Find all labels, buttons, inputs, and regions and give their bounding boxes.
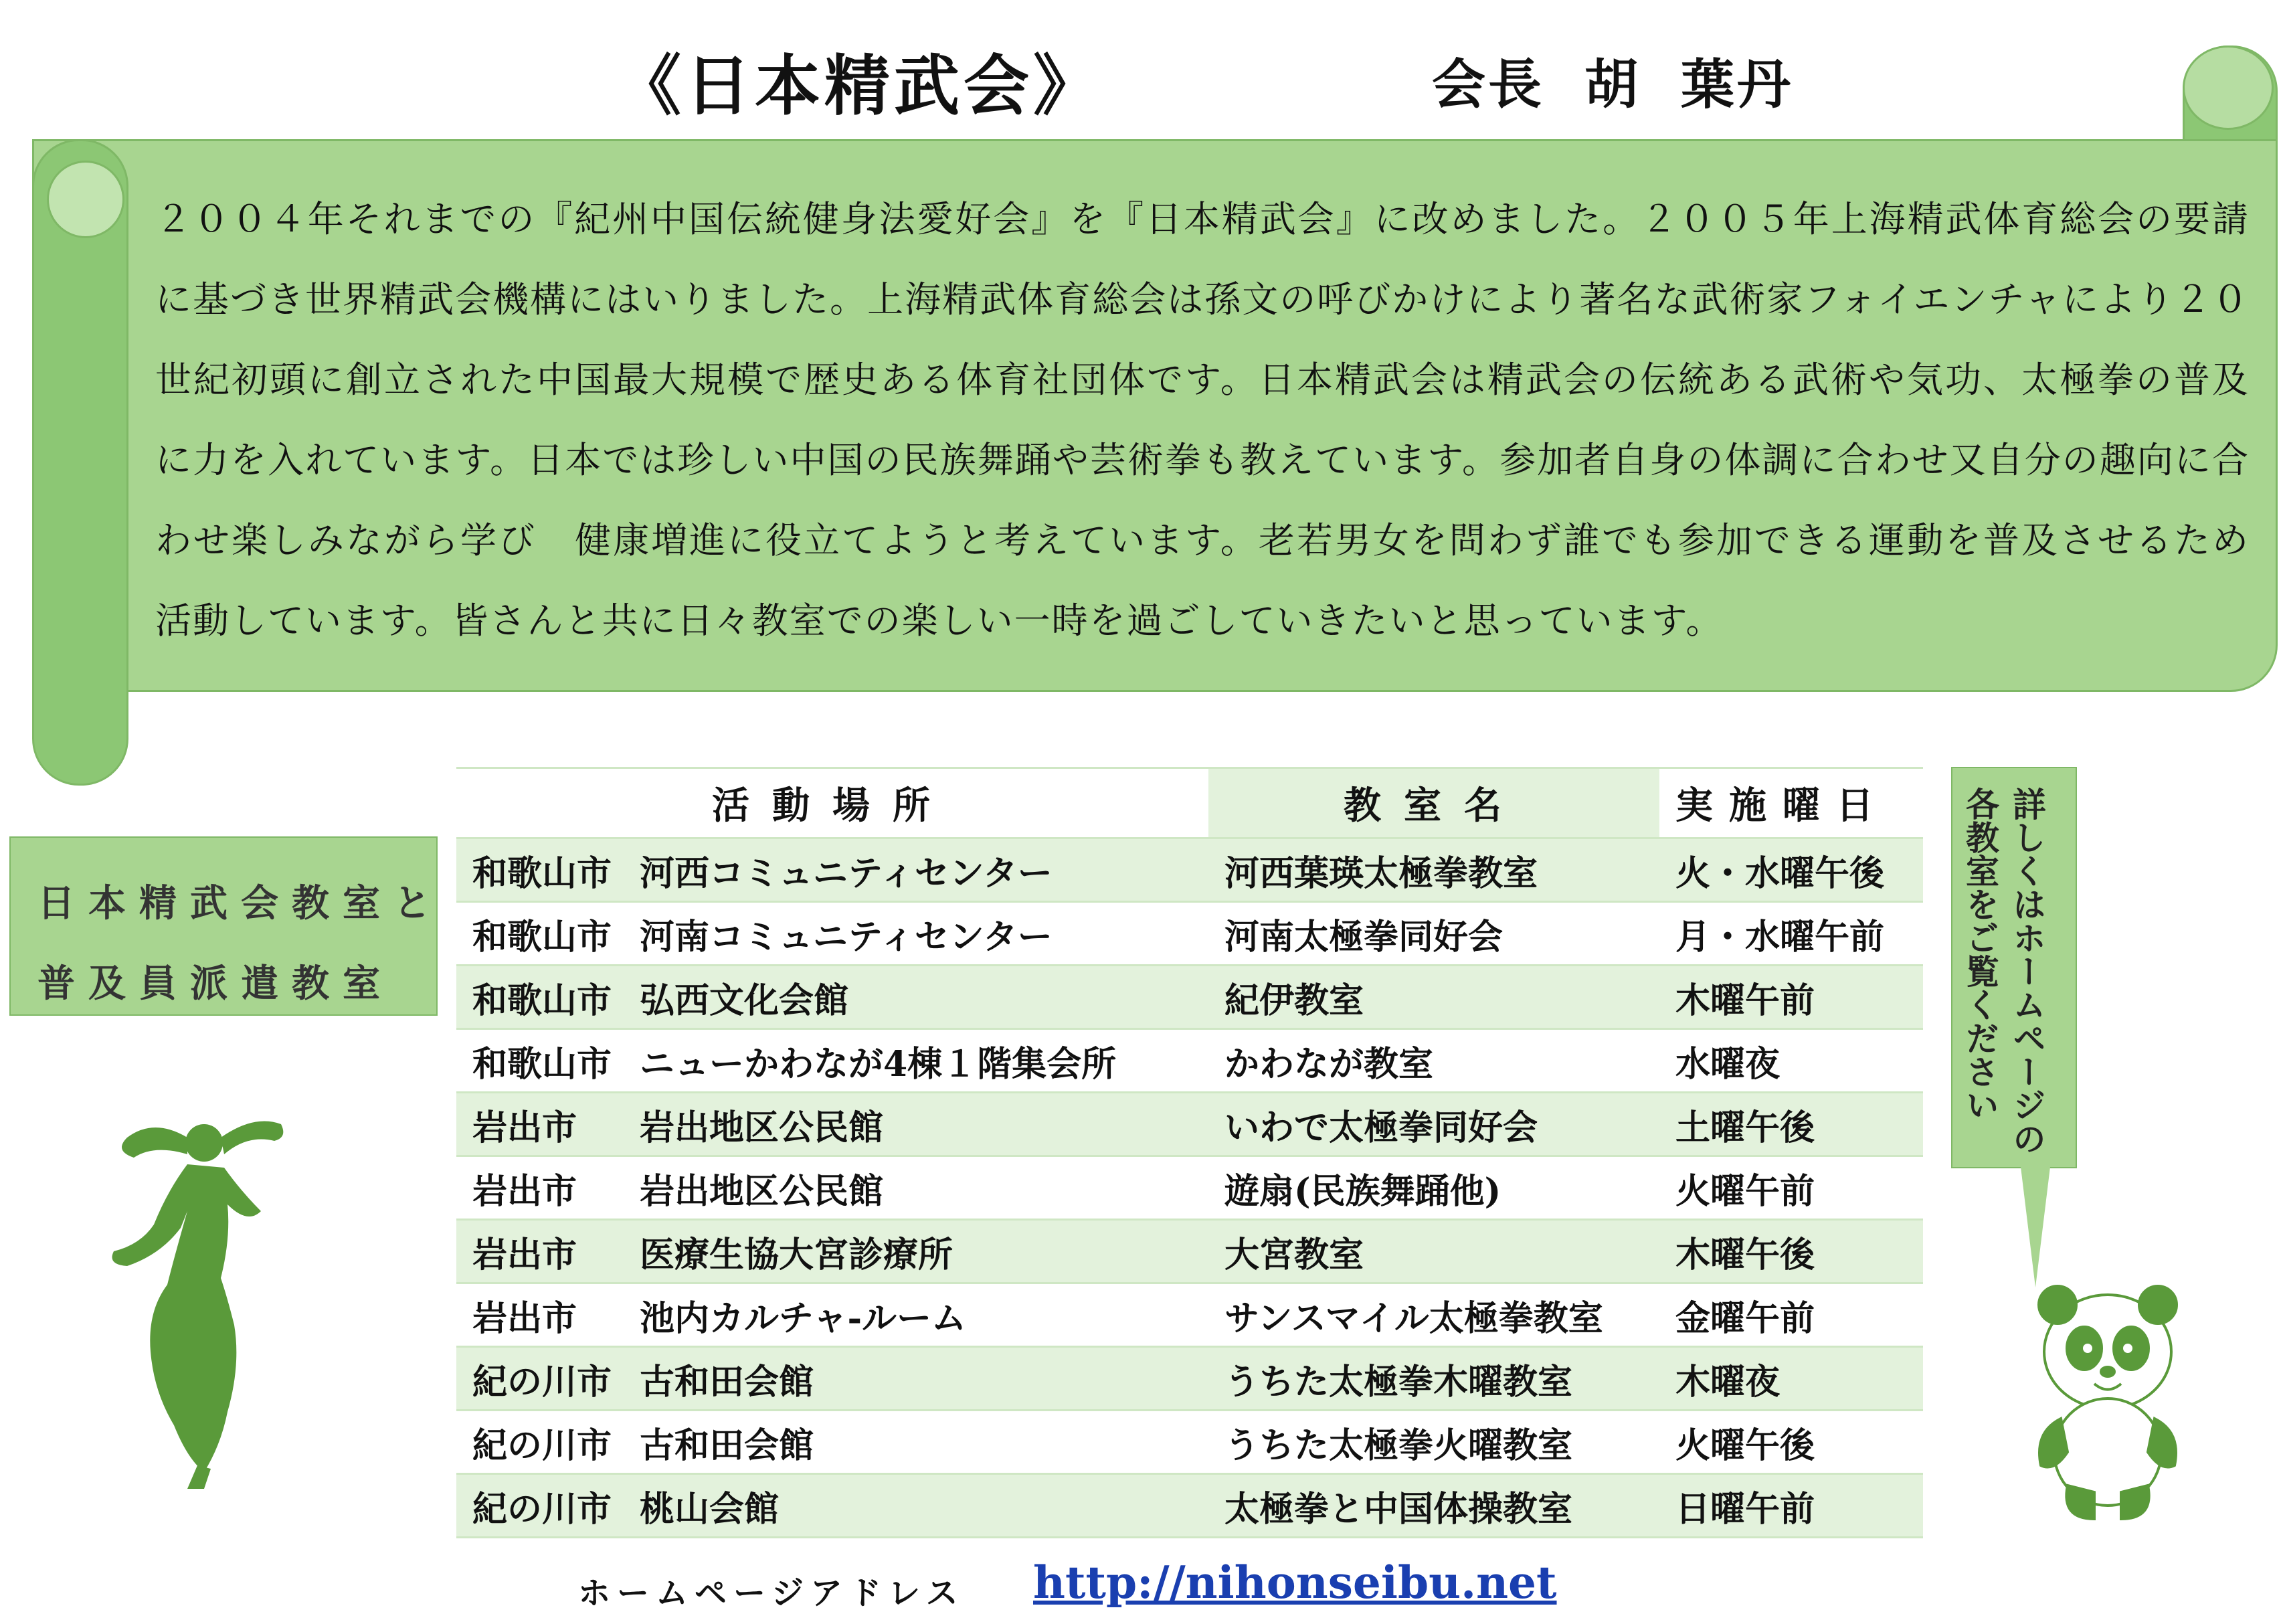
president-surname: 胡	[1584, 53, 1641, 116]
city: 和歌山市	[472, 852, 612, 894]
city: 紀の川市	[472, 1488, 612, 1530]
city: 岩出市	[472, 1297, 577, 1339]
class-cell: サンスマイル太極拳教室	[1208, 1283, 1659, 1347]
class-cell: うちた太極拳木曜教室	[1208, 1347, 1659, 1411]
table-row	[456, 966, 1923, 1029]
place-cell	[456, 1347, 1208, 1411]
table-row	[456, 1411, 1923, 1474]
class-cell: いわで太極拳同好会	[1208, 1093, 1659, 1156]
city: 和歌山市	[472, 980, 612, 1021]
header-place: 活動場所	[456, 768, 1208, 838]
page-title: 《日本精武会》	[616, 48, 1103, 124]
table-row	[456, 1220, 1923, 1283]
class-cell: うちた太極拳火曜教室	[1208, 1411, 1659, 1474]
president-given-name: 葉丹	[1681, 53, 1793, 116]
day-cell: 日曜午前	[1659, 1474, 1923, 1538]
homepage-link[interactable]: http://nihonseibu.net	[1033, 1556, 1557, 1609]
day-cell: 火曜午後	[1659, 1411, 1923, 1474]
venue: 岩出地区公民館	[640, 1107, 884, 1148]
table-row	[456, 1156, 1923, 1220]
header-class: 教室名	[1208, 768, 1659, 838]
table-row	[456, 1474, 1923, 1538]
table-row	[456, 1093, 1923, 1156]
city: 紀の川市	[472, 1425, 612, 1466]
place-cell	[456, 902, 1208, 966]
day-cell: 火曜午前	[1659, 1156, 1923, 1220]
place-cell	[456, 1029, 1208, 1093]
venue: 池内カルチャ-ルーム	[640, 1297, 967, 1339]
panda-mascot-icon	[1994, 1271, 2215, 1526]
day-cell: 金曜午前	[1659, 1283, 1923, 1347]
class-cell: 河西葉瑛太極拳教室	[1208, 838, 1659, 902]
day-cell: 木曜午前	[1659, 966, 1923, 1029]
schedule-table	[456, 767, 1923, 1538]
class-cell: 河南太極拳同好会	[1208, 902, 1659, 966]
class-cell: 紀伊教室	[1208, 966, 1659, 1029]
class-cell: かわなが教室	[1208, 1029, 1659, 1093]
dancer-silhouette-icon	[87, 1111, 314, 1492]
venue: 河西コミュニティセンター	[640, 852, 1053, 894]
place-cell	[456, 1411, 1208, 1474]
day-cell: 月・水曜午前	[1659, 902, 1923, 966]
class-cell: 遊扇(民族舞踊他)	[1208, 1156, 1659, 1220]
venue: 岩出地区公民館	[640, 1170, 884, 1212]
place-cell	[456, 966, 1208, 1029]
day-cell: 火・水曜午後	[1659, 838, 1923, 902]
place-cell	[456, 838, 1208, 902]
venue: 河南コミュニティセンター	[640, 916, 1053, 958]
header-day: 実施曜日	[1659, 768, 1923, 838]
venue: 古和田会館	[640, 1425, 814, 1466]
city: 岩出市	[472, 1107, 577, 1148]
table-row	[456, 1029, 1923, 1093]
homepage-label: ホームページアドレス	[578, 1574, 965, 1612]
table-row	[456, 902, 1923, 966]
venue: 医療生協大宮診療所	[640, 1234, 953, 1275]
place-cell	[456, 1220, 1208, 1283]
callout-tail	[2021, 1167, 2050, 1287]
class-cell: 大宮教室	[1208, 1220, 1659, 1283]
president-name	[1432, 41, 1833, 118]
place-cell	[456, 1474, 1208, 1538]
venue: 桃山会館	[640, 1488, 780, 1530]
day-cell: 木曜午後	[1659, 1220, 1923, 1283]
table-row	[456, 1283, 1923, 1347]
classes-label-line2: 普及員派遣教室	[37, 962, 393, 1006]
day-cell: 土曜午後	[1659, 1093, 1923, 1156]
scroll-left-curl	[47, 161, 124, 238]
classes-label-line1: 日本精武会教室と	[37, 881, 444, 925]
table-header-row	[456, 768, 1923, 838]
venue: 弘西文化会館	[640, 980, 849, 1021]
venue: ニューかわなが4棟１階集会所	[640, 1043, 1117, 1085]
intro-paragraph: ２００４年それまでの『紀州中国伝統健身法愛好会』を『日本精武会』に改めました。２００５年上海精武体育総会の要請に基づき世界精武会機構にはいりました。上海精武体育総会は孫文の呼びかけにより著名な武術家フォイエンチャにより２０世紀初頭に創立された中国最大規模で歴史ある体育社団体です。日本精武会は精武会の伝統ある武術や気功、太極拳の普及に力を入れています。日本では珍しい中国の民族舞踊や芸術拳も教えています。参加者自身の体調に合わせ又自分の趣向に合わせ楽しみながら学び 健康増進に役立てようと考えています。老若男女を問わず誰でも参加できる運動を普及させるため活動しています。皆さんと共に日々教室での楽しい一時を過ごしていきたいと思っています。	[155, 198, 2250, 642]
place-cell	[456, 1283, 1208, 1347]
city: 和歌山市	[472, 1043, 612, 1085]
place-cell	[456, 1093, 1208, 1156]
city: 紀の川市	[472, 1361, 612, 1403]
day-cell: 木曜夜	[1659, 1347, 1923, 1411]
venue: 古和田会館	[640, 1361, 814, 1403]
place-cell	[456, 1156, 1208, 1220]
callout-text: 詳しくはホームページの各教室をご覧ください	[1960, 787, 2046, 1155]
classes-label	[9, 836, 444, 1016]
class-cell: 太極拳と中国体操教室	[1208, 1474, 1659, 1538]
city: 和歌山市	[472, 916, 612, 958]
day-cell: 水曜夜	[1659, 1029, 1923, 1093]
city: 岩出市	[472, 1170, 577, 1212]
president-role: 会長	[1432, 53, 1544, 116]
table-row	[456, 1347, 1923, 1411]
scroll-right-curl	[2183, 46, 2274, 130]
city: 岩出市	[472, 1234, 577, 1275]
table-row	[456, 838, 1923, 902]
